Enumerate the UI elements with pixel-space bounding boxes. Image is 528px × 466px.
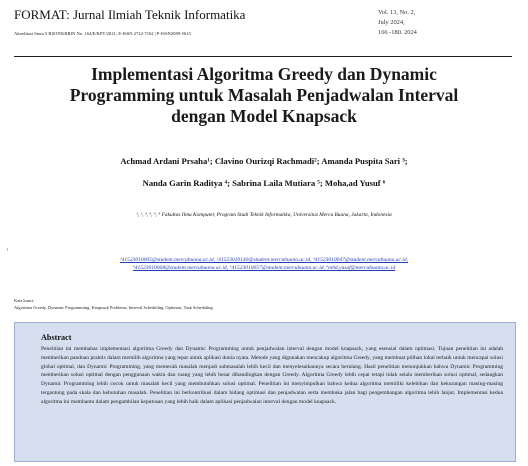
- author-affiliation: ¹, ², ³, ⁴, ⁵, ⁶ Fakultas Ilmu Komputer, Program Studi Teknik Informatika, Universitas Mercu Buana, Jakarta, Indonesia: [136, 212, 392, 218]
- author-list-line-2: Nanda Garin Raditya ⁴; Sabrina Laila Mutiara ⁵; Moha,ad Yusuf ⁶: [142, 178, 386, 188]
- keywords-section: [14, 297, 213, 311]
- author-emails-line-1[interactable]: ¹41523010005@student.mercubuana.ac.id, ²41523010140@student.mercubuana.ac.id, ³41523010047@student.mercubuana.ac.id,: [119, 257, 409, 263]
- journal-volume: Vol. 13, No. 2,: [378, 9, 416, 16]
- email-marker: ¹: [7, 249, 9, 254]
- journal-pages: 166 -180. 2024: [378, 29, 417, 36]
- paper-title: [0, 64, 528, 127]
- paper-title-line-3: dengan Model Knapsack: [171, 106, 357, 126]
- author-emails-line-2[interactable]: ⁴41523010068@student.mercubuana.ac.id, ⁵41523010057@student.mercubuana.ac.id, ⁶mhd.yusuf@mercubuana.ac.id: [132, 265, 396, 271]
- keywords-label: Kata kunci:: [14, 298, 35, 303]
- keywords-values: Algoritma Greedy, Dynamic Programming, Knapsack Problems, Interval Scheduling, Optimasi, Task Scheduling: [14, 305, 213, 310]
- paper-title-line-2: Programming untuk Masalah Penjadwalan Interval: [69, 85, 459, 105]
- paper-title-line-1: Implementasi Algoritma Greedy dan Dynamic: [91, 64, 437, 84]
- abstract-title: Abstract: [41, 333, 72, 342]
- journal-accreditation: Akreditasi Sinta 5 RISTEKBRIN No. 164/E/KPT/2021; E-ISSN 2722-7162 | P-ISSN2089-5615: [14, 31, 191, 36]
- abstract-text: Penelitian ini membahas implementasi algoritma Greedy dan Dynamic Programming untuk penjadwalan interval dengan model knapsack, yang esensial dalam optimasi. Tujuan penelitian ini adalah memberikan panduan praktis dalam memilih algoritma yang tepat untuk aplikasi dunia nyata. Metode yang digunakan mencakup algoritma Greedy, yang membuat pilihan lokal terbaik untuk mencapai solusi global optimal, dan Dynamic Programming, yang memecah masalah menjadi submasalah lebih kecil dan menyelesaikannya secara berulang. Hasil penelitian menunjukkan bahwa Dynamic Programming memberikan solusi optimal dengan penggunaan waktu dan ruang yang lebih besar dibandingkan dengan Greedy. Algoritma Greedy lebih cepat tetapi tidak selalu memberikan solusi optimal, sedangkan Dynamic Programming lebih cocok untuk masalah kecil yang membutuhkan solusi optimal. Penelitian ini menyimpulkan bahwa kedua algoritma memiliki kelebihan dan kekurangan masing-masing tergantung pada skala dan kebutuhan masalah. Penelitian ini berkontribusi dalam bidang optimasi dan penjadwalan serta membuka jalan bagi pengembangan algoritma lebih lanjut. Implementasi kedua algoritma ini membantu dalam pengambilan keputusan yang lebih baik dalam aplikasi penjadwalan interval dengan model knapsack.: [41, 346, 503, 405]
- journal-issue-info: [378, 8, 417, 38]
- journal-date: July 2024,: [378, 19, 405, 26]
- abstract-box: [14, 322, 516, 462]
- journal-name: FORMAT: Jurnal Ilmiah Teknik Informatika: [14, 7, 246, 22]
- author-list-line-1: Achmad Ardani Prsaha¹; Clavino Ourizqi Rachmadi²; Amanda Puspita Sari ³;: [120, 156, 408, 166]
- journal-header: [14, 7, 512, 57]
